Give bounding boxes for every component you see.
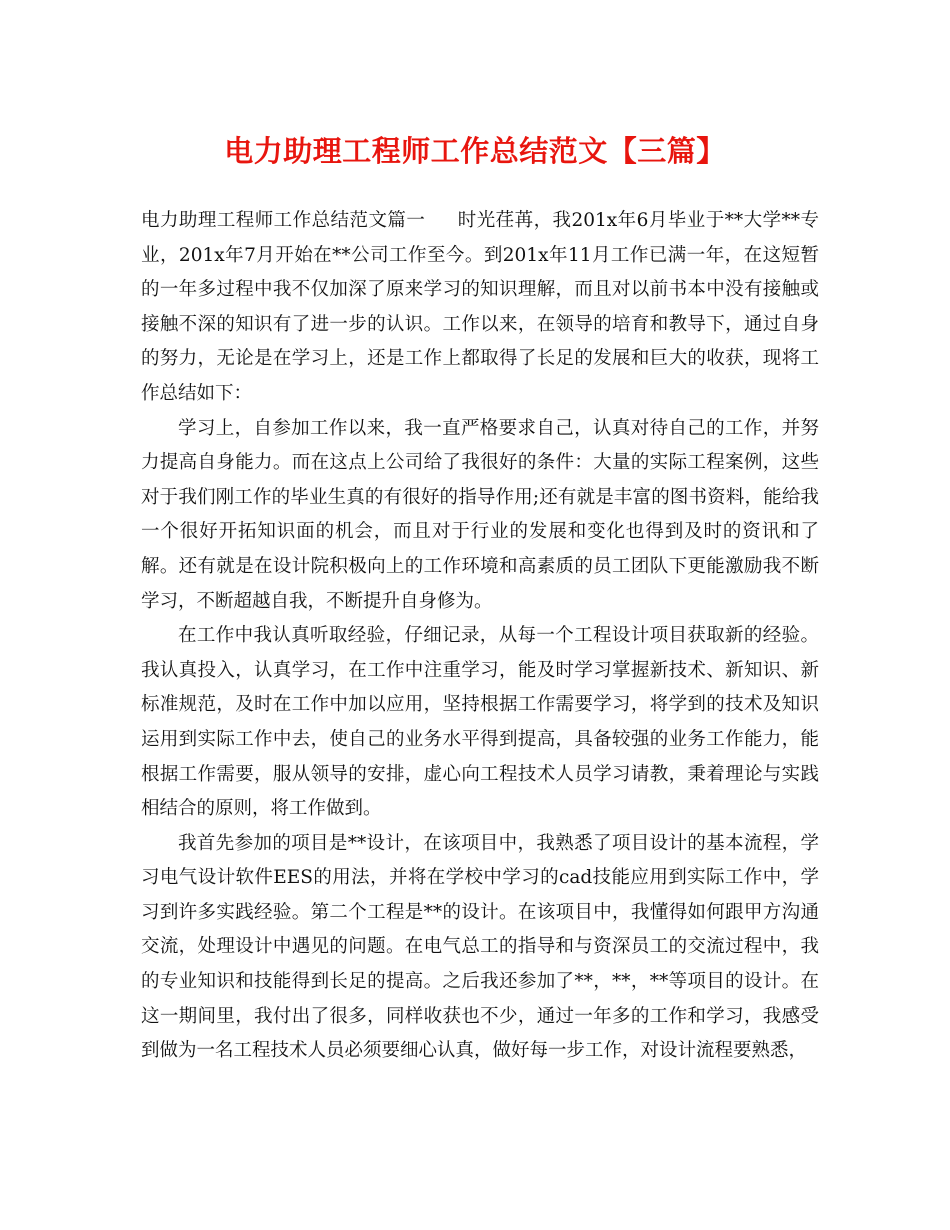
paragraph-2: 学习上，自参加工作以来，我一直严格要求自己，认真对待自己的工作，并努力提高自身能力。而在这点上公司给了我很好的条件：大量的实际工程案例，这些对于我们刚工作的毕业生真的有很好的指导作用;还有就是丰富的图书资料，能给我一个很好开拓知识面的机会，而且对于行业的发展和变化也得到及时的资讯和了解。还有就是在设计院积极向上的工作环境和高素质的员工团队下更能激励我不断学习，不断超越自我，不断提升自身修为。 bbox=[141, 417, 819, 612]
document-body bbox=[141, 204, 819, 1069]
section-label: 电力助理工程师工作总结范文篇一 bbox=[141, 210, 426, 231]
paragraph-1 bbox=[141, 204, 819, 412]
document-title: 电力助理工程师工作总结范文【三篇】 bbox=[224, 134, 726, 168]
paragraph-4: 我首先参加的项目是**设计，在该项目中，我熟悉了项目设计的基本流程，学习电气设计软件EES的用法，并将在学校中学习的cad技能应用到实际工作中，学习到许多实践经验。第二个工程是**的设计。在该项目中，我懂得如何跟甲方沟通交流，处理设计中遇见的问题。在电气总工的指导和与资深员工的交流过程中，我的专业知识和技能得到长足的提高。之后我还参加了**，**，**等项目的设计。在这一期间里，我付出了很多，同样收获也不少，通过一年多的工作和学习，我感受到做为一名工程技术人员必须要细心认真，做好每一步工作，对设计流程要熟悉， bbox=[141, 832, 819, 1062]
paragraph-1-text: 时光荏苒，我201x年6月毕业于**大学**专业，201x年7月开始在**公司工作至今。到201x年11月工作已满一年，在这短暂的一年多过程中我不仅加深了原来学习的知识理解，而且对以前书本中没有接触或接触不深的知识有了进一步的认识。工作以来，在领导的培育和教导下，通过自身的努力，无论是在学习上，还是工作上都取得了长足的发展和巨大的收获，现将工作总结如下： bbox=[141, 210, 819, 404]
paragraph-3: 在工作中我认真听取经验，仔细记录，从每一个工程设计项目获取新的经验。我认真投入，认真学习，在工作中注重学习，能及时学习掌握新技术、新知识、新标准规范，及时在工作中加以应用，坚持根据工作需要学习，将学到的技术及知识运用到实际工作中去，使自己的业务水平得到提高，具备较强的业务工作能力，能根据工作需要，服从领导的安排，虚心向工程技术人员学习请教，秉着理论与实践相结合的原则，将工作做到。 bbox=[141, 625, 819, 820]
